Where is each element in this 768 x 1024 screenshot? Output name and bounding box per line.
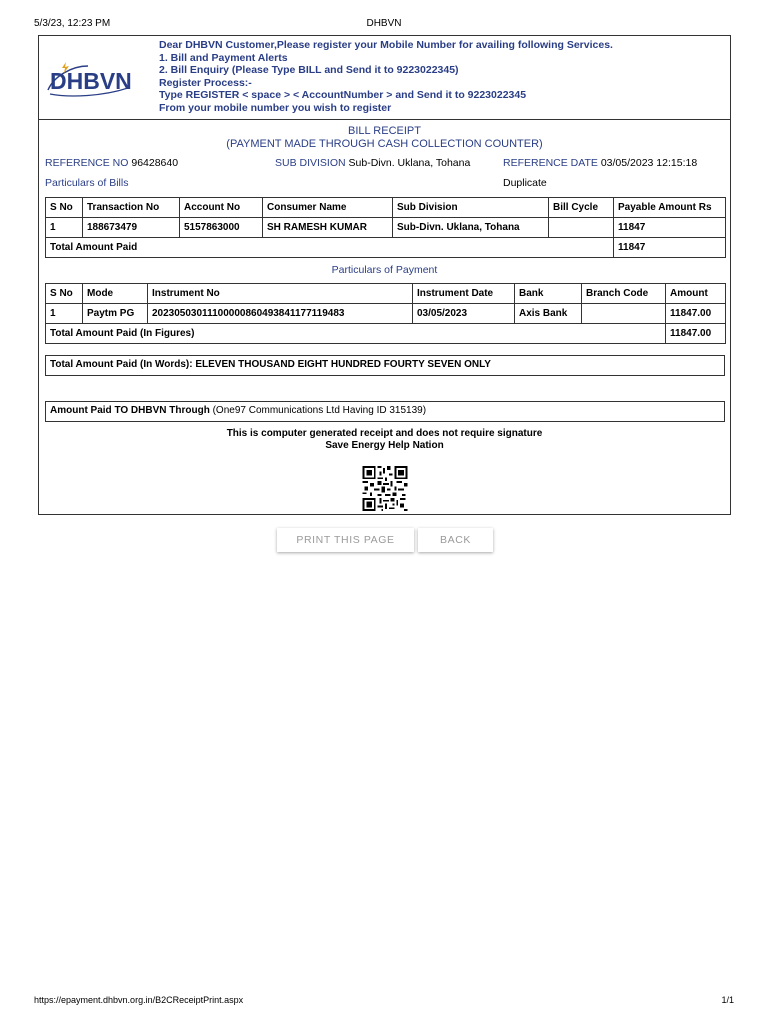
bills-header-cell: Sub Division [393, 198, 549, 218]
bills-header-cell: Consumer Name [263, 198, 393, 218]
payment-total-value: 11847.00 [666, 324, 726, 344]
payment-cell: Axis Bank [515, 304, 582, 324]
bills-cell: SH RAMESH KUMAR [263, 218, 393, 238]
payment-total-label: Total Amount Paid (In Figures) [46, 324, 666, 344]
dhbvn-logo [44, 58, 134, 100]
particulars-payment-heading: Particulars of Payment [331, 264, 438, 276]
reference-no-value: 96428640 [131, 157, 179, 169]
payment-header-cell: Bank [515, 284, 582, 304]
payment-header-cell: Instrument Date [413, 284, 515, 304]
print-footer [34, 995, 734, 1005]
reference-date [503, 157, 697, 169]
print-datetime: 5/3/23, 12:23 PM [34, 18, 111, 29]
payment-header-cell: Amount [666, 284, 726, 304]
qr-code-icon [361, 466, 409, 511]
table-row [46, 304, 726, 324]
payment-table [45, 283, 726, 344]
sub-division-label: SUB DIVISION [275, 157, 346, 169]
bills-cell [549, 218, 614, 238]
receipt-frame [38, 35, 731, 515]
bills-cell: 11847 [614, 218, 726, 238]
duplicate-label: Duplicate [503, 177, 547, 189]
payment-total-row [46, 324, 726, 344]
notice-line-2: 1. Bill and Payment Alerts [159, 51, 288, 64]
bills-cell: 188673479 [83, 218, 180, 238]
sub-division [275, 157, 470, 169]
notice-line-6: From your mobile number you wish to register [159, 101, 392, 114]
payment-header-cell: S No [46, 284, 83, 304]
bills-header-cell: S No [46, 198, 83, 218]
particulars-bills-heading: Particulars of Bills [45, 177, 129, 189]
bills-header-cell: Payable Amount Rs [614, 198, 726, 218]
bills-total-row [46, 238, 726, 258]
print-page-title: DHBVN [366, 18, 402, 29]
bills-cell: Sub-Divn. Uklana, Tohana [393, 218, 549, 238]
paid-through-label: Amount Paid TO DHBVN Through [50, 405, 210, 416]
save-energy-note: Save Energy Help Nation [325, 440, 444, 451]
receipt-title [39, 125, 730, 150]
payment-cell: Paytm PG [83, 304, 148, 324]
reference-date-value: 03/05/2023 12:15:18 [600, 157, 698, 169]
bills-cell: 5157863000 [180, 218, 263, 238]
sub-division-value: Sub-Divn. Uklana, Tohana [348, 157, 471, 169]
notice-line-3: 2. Bill Enquiry (Please Type BILL and Send it to 9223022345) [159, 64, 459, 77]
print-page-button[interactable]: PRINT THIS PAGE [277, 528, 414, 552]
bills-table [45, 197, 726, 258]
payment-header-cell: Mode [83, 284, 148, 304]
reference-date-label: REFERENCE DATE [503, 157, 598, 169]
bills-header-cell: Account No [180, 198, 263, 218]
receipt-title-main: BILL RECEIPT [348, 125, 421, 137]
bills-total-label: Total Amount Paid [46, 238, 614, 258]
amount-in-words: Total Amount Paid (In Words): ELEVEN THOUSAND EIGHT HUNDRED FOURTY SEVEN ONLY [45, 355, 725, 376]
payment-header-cell: Instrument No [148, 284, 413, 304]
payment-cell: 11847.00 [666, 304, 726, 324]
reference-no-label: REFERENCE NO [45, 157, 129, 169]
bills-header-cell: Bill Cycle [549, 198, 614, 218]
registration-notice [39, 36, 730, 120]
notice-line-5: Type REGISTER < space > < AccountNumber > and Send it to 9223022345 [159, 89, 527, 102]
bills-cell: 1 [46, 218, 83, 238]
table-row [46, 218, 726, 238]
computer-generated-note: This is computer generated receipt and does not require signature [226, 428, 543, 439]
reference-no [45, 157, 178, 169]
print-page-number: 1/1 [721, 995, 734, 1005]
receipt-subtitle: (PAYMENT MADE THROUGH CASH COLLECTION COUNTER) [226, 137, 543, 150]
paid-through-value: (One97 Communications Ltd Having ID 315139) [212, 405, 427, 416]
notice-line-1: Dear DHBVN Customer,Please register your Mobile Number for availing following Services. [159, 39, 613, 51]
bills-table-header [46, 198, 726, 218]
payment-cell: 20230503011100000860493841177119483 [148, 304, 413, 324]
logo-wordmark: DHBVN [50, 68, 132, 94]
notice-line-4: Register Process:- [159, 76, 252, 89]
bills-total-value: 11847 [614, 238, 726, 258]
paid-through-line [45, 401, 725, 422]
back-button[interactable]: BACK [418, 528, 493, 552]
bills-header-cell: Transaction No [83, 198, 180, 218]
payment-cell [582, 304, 666, 324]
payment-table-header [46, 284, 726, 304]
print-header [34, 18, 734, 30]
payment-cell: 1 [46, 304, 83, 324]
payment-header-cell: Branch Code [582, 284, 666, 304]
payment-cell: 03/05/2023 [413, 304, 515, 324]
print-url: https://epayment.dhbvn.org.in/B2CReceiptPrint.aspx [34, 995, 244, 1005]
